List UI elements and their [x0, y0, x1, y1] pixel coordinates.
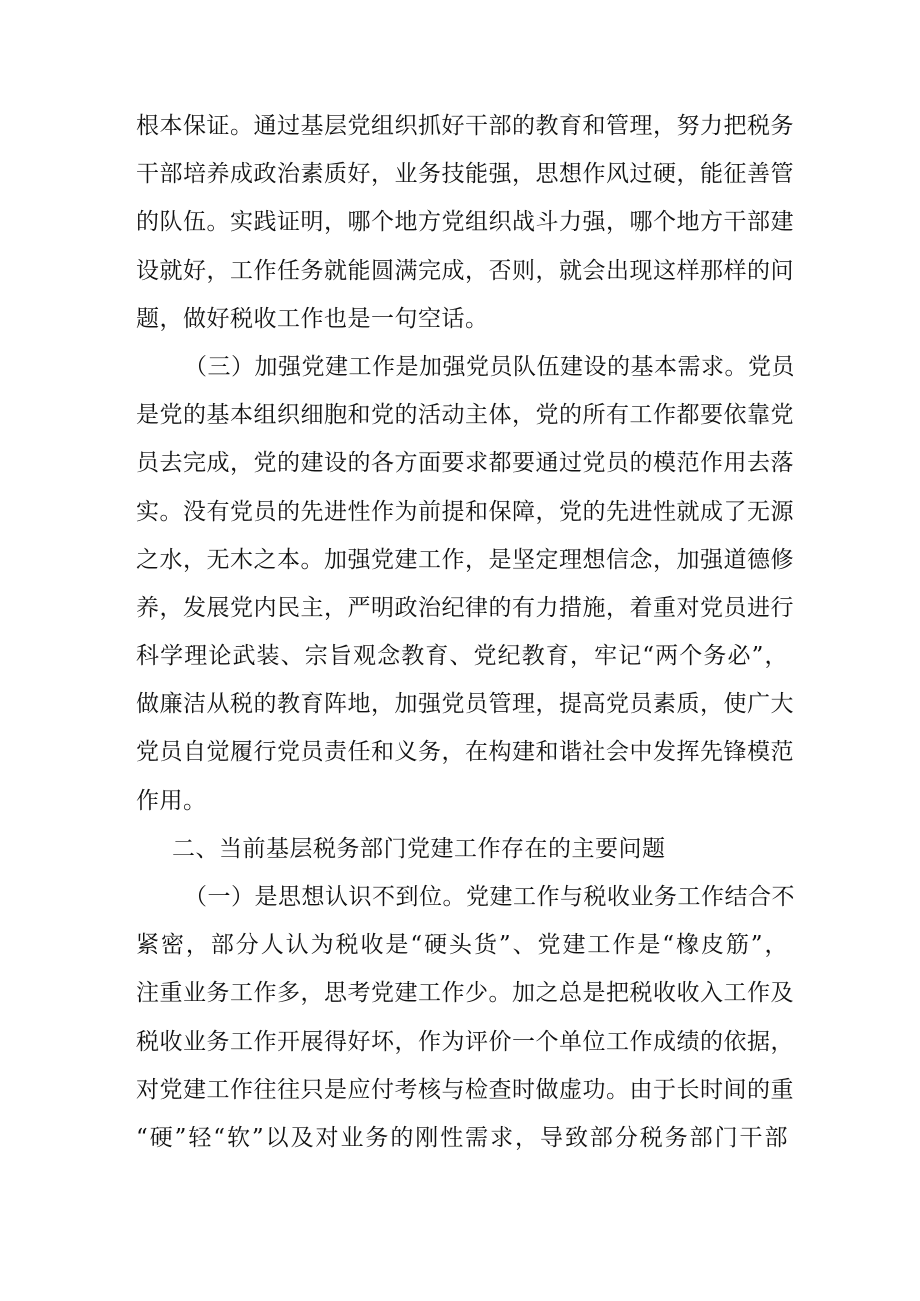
text-line: 作用。: [136, 787, 207, 814]
text-line: 员去完成，党的建设的各方面要求都要通过党员的模范作用去落: [136, 450, 794, 477]
text-line: 紧密，部分人认为税收是“硬头货”、党建工作是“橡皮筋”，: [136, 932, 788, 959]
paragraph-section-one: [136, 873, 795, 1162]
text-line: 题，做好税收工作也是一句空话。: [136, 305, 489, 332]
text-line: 是党的基本组织细胞和党的活动主体，党的所有工作都要依靠党: [136, 402, 794, 429]
text-line: 根本保证。通过基层党组织抓好干部的教育和管理，努力把税务: [136, 113, 794, 139]
paragraph-section-three: [136, 343, 795, 825]
text-line: 的队伍。实践证明，哪个地方党组织战斗力强，哪个地方干部建: [136, 209, 794, 236]
text-line: 之水，无木之本。加强党建工作，是坚定理想信念，加强道德修: [136, 546, 794, 573]
text-line: 税收业务工作开展得好坏，作为评价一个单位工作成绩的依据，: [136, 1028, 794, 1055]
heading-text: 二、当前基层税务部门党建工作存在的主要问题: [172, 835, 666, 862]
paragraph-continuation: [136, 102, 794, 343]
text-line: 注重业务工作多，思考党建工作少。加之总是把税收收入工作及: [136, 980, 794, 1007]
text-line: 党员自觉履行党员责任和义务，在构建和谐社会中发挥先锋模范: [136, 739, 794, 766]
text-line: 养，发展党内民主，严明政治纪律的有力措施，着重对党员进行: [136, 594, 794, 621]
text-line: 对党建工作往往只是应付考核与检查时做虚功。由于长时间的重: [136, 1076, 794, 1103]
text-line: 做廉洁从税的教育阵地，加强党员管理，提高党员素质，使广大: [136, 691, 794, 718]
text-line: 设就好，工作任务就能圆满完成，否则，就会出现这样那样的问: [136, 257, 794, 284]
section-heading: [136, 825, 788, 873]
text-line: 科学理论武装、宗旨观念教育、党纪教育，牢记“两个务必”，: [136, 643, 788, 670]
document-body: [136, 102, 795, 1162]
text-line: 实。没有党员的先进性作为前提和保障，党的先进性就成了无源: [136, 498, 794, 525]
text-line: （一）是思想认识不到位。党建工作与税收业务工作结合不: [184, 884, 795, 910]
text-line: 干部培养成政治素质好，业务技能强，思想作风过硬，能征善管: [136, 161, 794, 188]
text-line: “硬”轻“软”以及对业务的刚性需求，导致部分税务部门干部: [136, 1124, 788, 1151]
text-line: （三）加强党建工作是加强党员队伍建设的基本需求。党员: [184, 353, 795, 380]
